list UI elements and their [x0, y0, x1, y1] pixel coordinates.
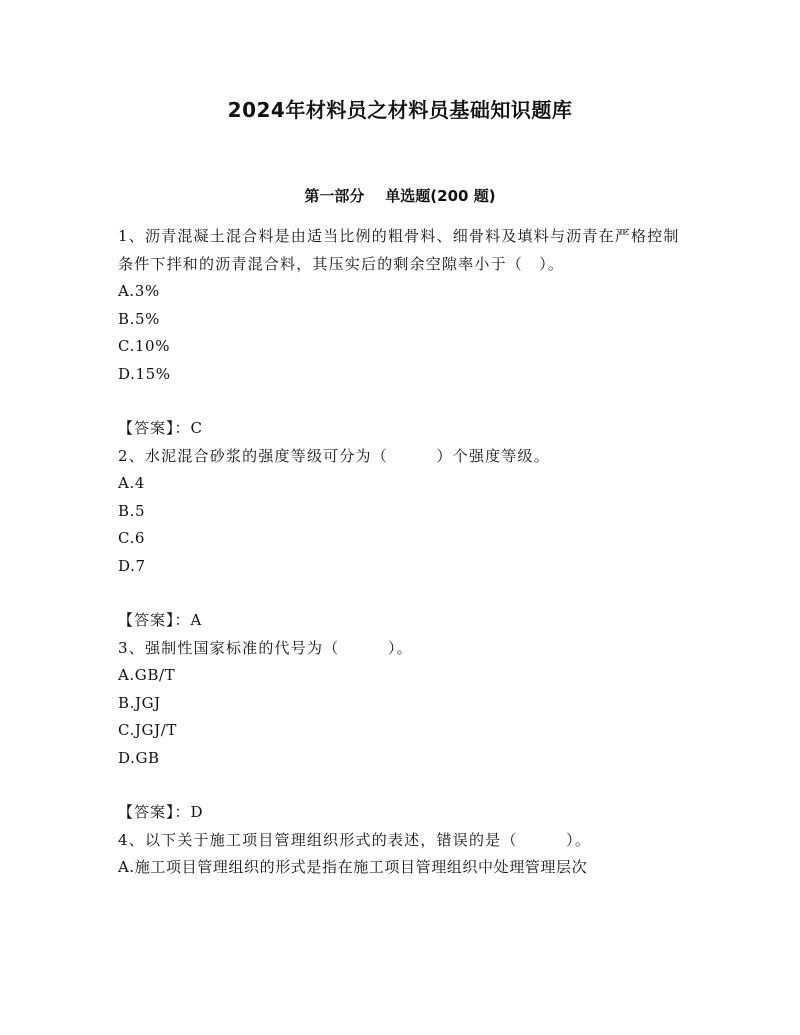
question-text: 2、水泥混合砂浆的强度等级可分为（ ）个强度等级。: [118, 446, 550, 465]
answer-label: 【答案】：: [118, 611, 191, 629]
answer-value: A: [190, 611, 203, 629]
option-d: D.7: [118, 556, 146, 575]
option-b: B.5%: [118, 309, 160, 328]
question-1: [118, 223, 688, 443]
option-c: C.JGJ/T: [118, 721, 177, 739]
question-2: [118, 443, 688, 635]
question-3: [118, 635, 688, 827]
option-c: C.6: [118, 529, 146, 547]
option-d: D.GB: [118, 748, 160, 767]
option-a: A.4: [118, 474, 145, 492]
option-b: B.5: [118, 501, 146, 520]
question-4: [118, 827, 688, 882]
option-a: A.3%: [118, 282, 160, 300]
answer-label: 【答案】：: [118, 419, 191, 437]
document-title: 2024年材料员之材料员基础知识题库: [227, 98, 573, 122]
answer-label: 【答案】：: [118, 803, 191, 821]
question-list: [118, 223, 688, 882]
answer-line: [118, 772, 688, 827]
answer-line: [118, 388, 688, 443]
option-b: B.JGJ: [118, 693, 161, 712]
answer-line: [118, 580, 688, 635]
option-a: A.施工项目管理组织的形式是指在施工项目管理组织中处理管理层次: [118, 858, 588, 876]
answer-value: C: [190, 419, 203, 437]
answer-value: D: [190, 803, 204, 821]
question-text: 1、沥青混凝土混合料是由适当比例的粗骨料、细骨料及填料与沥青在严格控制条件下拌和的沥青混合料，其压实后的剩余空隙率小于（ ）。: [118, 227, 680, 273]
question-text: 4、以下关于施工项目管理组织形式的表述，错误的是（ ）。: [118, 830, 592, 849]
option-c: C.10%: [118, 337, 171, 355]
section-heading: 第一部分 单选题(200 题): [304, 187, 496, 205]
question-text: 3、强制性国家标准的代号为（ ）。: [118, 638, 413, 657]
option-d: D.15%: [118, 364, 171, 383]
option-a: A.GB/T: [118, 666, 176, 684]
